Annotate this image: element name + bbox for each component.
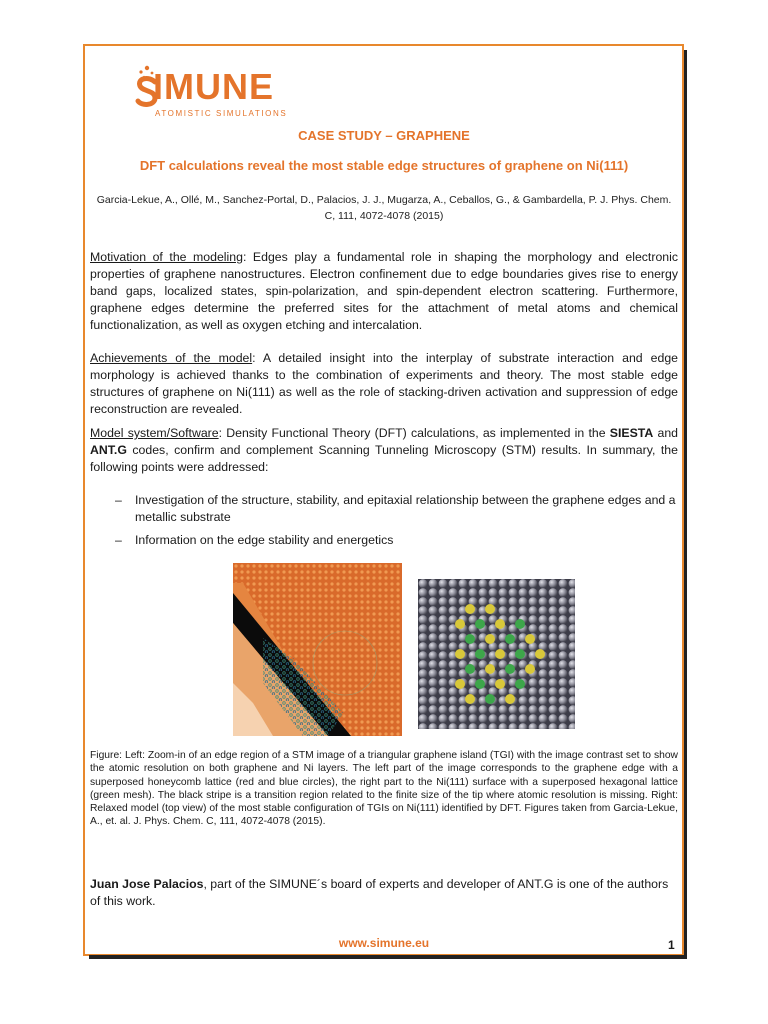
model-text-a: : Density Functional Theory (DFT) calculations, as implemented in the (218, 426, 610, 440)
bullet-dash: – (115, 493, 122, 507)
motivation-paragraph (90, 249, 678, 334)
simune-logo (135, 62, 288, 122)
motivation-heading: Motivation of the modeling (90, 250, 243, 264)
model-paragraph (90, 425, 678, 476)
document-subtitle: DFT calculations reveal the most stable edge structures of graphene on Ni(111) (139, 158, 629, 173)
logo-wordmark: IMUNE (153, 66, 274, 107)
list-item (115, 532, 680, 549)
bullet-text: Investigation of the structure, stability, and epitaxial relationship between the graphene edges and a metallic substrate (135, 493, 676, 524)
page-number: 1 (668, 938, 675, 952)
model-text-b: and (653, 426, 678, 440)
list-item (115, 492, 680, 526)
bullet-dash: – (115, 533, 122, 547)
siesta-label: SIESTA (609, 426, 654, 440)
logo-tagline: ATOMISTIC SIMULATIONS (155, 109, 288, 118)
achievements-heading: Achievements of the model (90, 351, 253, 365)
author-name: Juan Jose Palacios (90, 877, 204, 891)
stm-image (233, 563, 402, 736)
author-note (90, 876, 680, 910)
figure-caption: Figure: Left: Zoom-in of an edge region of a STM image of a triangular graphene island (TGI) with the image contrast set to show the atomic resolution on both graphene and Ni layers. The left part of the image corresponds to the graphene edge with a superposed honeycomb lattice (red and blue circles), the right part to the Ni(111) surface with a superposed hexagonal lattice (green mesh). The black stripe is a transition region related to the finite size of the tip where atomic resolution is missing. Right: Relaxed model (top view) of the most stable configuration of TGIs on Ni(111) identified by DFT. Figures taken from Garcia-Lekue, A., et. al. J. Phys. Chem. C, 111, 4072-4078 (2015). (90, 750, 678, 828)
page-shadow-right (684, 50, 687, 959)
footer-website-link[interactable]: www.simune.eu (338, 936, 430, 950)
motivation-text: : Edges play a fundamental role in shaping the morphology and electronic properties of graphene nanostructures. Electron confinement due to edge boundaries gives rise to energy band gaps, localized states, spin-polarization, and spin-dependent electron scattering. Furthermore, graphene edges determine the preferred sites for the attachment of metal atoms and chemical functionalization, as well as oxygen etching and intercalation. (90, 250, 678, 332)
achievements-text: : A detailed insight into the interplay of substrate interaction and edge morphology is achieved thanks to the combination of experiments and theory. The most stable edge structures of graphene on Ni(111) as well as the role of stacking-driven activation and suppression of edge reconstruction are revealed. (90, 351, 679, 416)
achievements-paragraph (90, 350, 678, 418)
bullet-text: Information on the edge stability and energetics (135, 533, 394, 547)
citation: Garcia-Lekue, A., Ollé, M., Sanchez-Portal, D., Palacios, J. J., Mugarza, A., Ceballos, G., & Gambardella, P. J. Phys. Chem. C, 111, 4072-4078 (2015) (96, 194, 672, 222)
author-text: , part of the SIMUNE´s board of experts and developer of ANT.G is one of the authors of this work. (90, 877, 669, 908)
page-shadow-bottom (89, 955, 686, 959)
dft-model-image (418, 579, 575, 729)
model-text-c: codes, confirm and complement Scanning Tunneling Microscopy (STM) results. In summary, the following points were addressed: (90, 443, 678, 474)
bullet-list (115, 492, 680, 555)
case-study-title: CASE STUDY – GRAPHENE (298, 128, 470, 143)
antg-label: ANT.G (90, 443, 127, 457)
model-heading: Model system/Software (90, 426, 219, 440)
